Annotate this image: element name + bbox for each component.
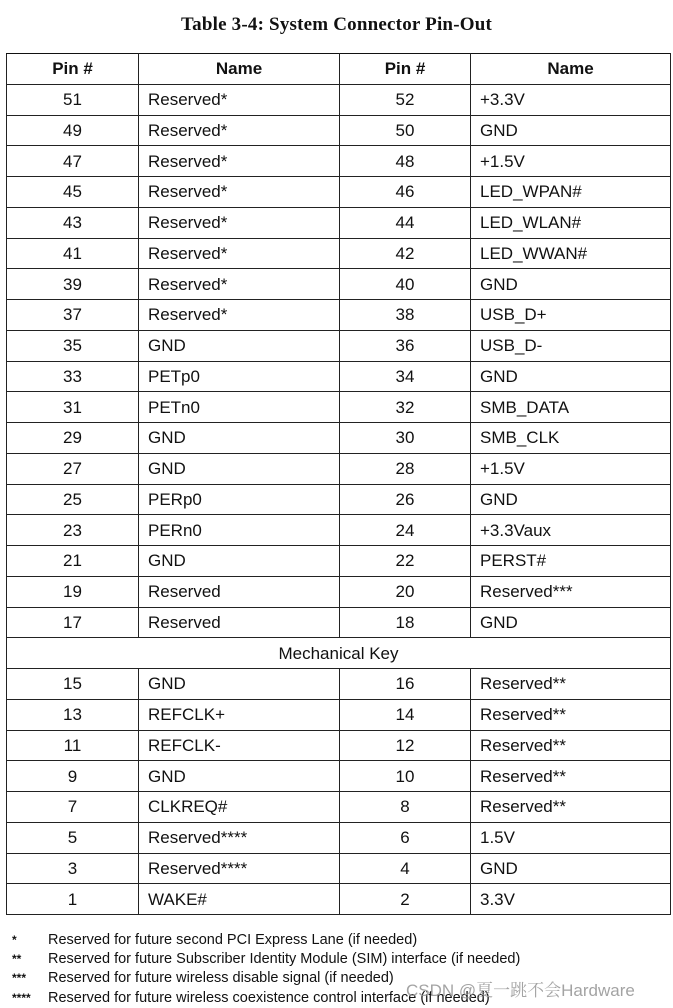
pin-number-right: 10 [340,761,471,792]
pin-number-right: 40 [340,269,471,300]
signal-name-right: +3.3V [471,84,671,115]
signal-name-left: GND [139,330,340,361]
table-row [7,792,671,823]
pin-number-left: 43 [7,207,139,238]
signal-name-left: GND [139,453,340,484]
pin-number-right: 48 [340,146,471,177]
table-row [7,484,671,515]
signal-name-left: REFCLK- [139,730,340,761]
signal-name-left: GND [139,546,340,577]
signal-name-left: PETn0 [139,392,340,423]
pin-number-left: 29 [7,423,139,454]
signal-name-left: Reserved* [139,146,340,177]
signal-name-left: Reserved* [139,269,340,300]
pin-number-left: 1 [7,884,139,915]
pin-number-right: 26 [340,484,471,515]
pin-number-left: 25 [7,484,139,515]
table-row [7,115,671,146]
signal-name-left: Reserved [139,576,340,607]
pin-number-left: 13 [7,699,139,730]
signal-name-left: Reserved* [139,300,340,331]
footnote-marker: * [12,933,17,947]
pin-number-right: 36 [340,330,471,361]
signal-name-right: Reserved** [471,761,671,792]
mechanical-key-row [7,638,671,669]
signal-name-right: LED_WPAN# [471,177,671,208]
pin-number-left: 39 [7,269,139,300]
table-title: Table 3-4: System Connector Pin-Out [181,14,492,35]
signal-name-right: SMB_DATA [471,392,671,423]
pin-number-left: 45 [7,177,139,208]
pin-number-left: 9 [7,761,139,792]
pin-number-right: 8 [340,792,471,823]
watermark: CSDN @夏一跳不会Hardware [406,981,635,1000]
pin-number-right: 52 [340,84,471,115]
signal-name-right: GND [471,361,671,392]
table-row [7,453,671,484]
signal-name-right: USB_D- [471,330,671,361]
signal-name-left: WAKE# [139,884,340,915]
table-row [7,607,671,638]
header-pin-right: Pin # [340,54,471,85]
pin-number-right: 2 [340,884,471,915]
pin-number-right: 6 [340,822,471,853]
table-row [7,238,671,269]
signal-name-right: 1.5V [471,822,671,853]
signal-name-left: Reserved* [139,177,340,208]
table-row [7,300,671,331]
pin-number-left: 47 [7,146,139,177]
table-row [7,177,671,208]
signal-name-left: Reserved**** [139,853,340,884]
signal-name-right: GND [471,853,671,884]
signal-name-right: +1.5V [471,146,671,177]
pin-number-left: 35 [7,330,139,361]
signal-name-left: CLKREQ# [139,792,340,823]
table-row [7,669,671,700]
pin-number-right: 22 [340,546,471,577]
table-row [7,822,671,853]
signal-name-right: Reserved*** [471,576,671,607]
signal-name-right: Reserved** [471,792,671,823]
signal-name-left: GND [139,423,340,454]
pin-number-left: 51 [7,84,139,115]
signal-name-right: +3.3Vaux [471,515,671,546]
table-row [7,515,671,546]
pin-number-right: 12 [340,730,471,761]
signal-name-right: USB_D+ [471,300,671,331]
footnote [12,950,662,969]
table-row [7,84,671,115]
pin-number-right: 24 [340,515,471,546]
pin-number-right: 4 [340,853,471,884]
signal-name-left: Reserved* [139,238,340,269]
signal-name-right: Reserved** [471,730,671,761]
pin-number-right: 14 [340,699,471,730]
signal-name-right: GND [471,607,671,638]
pin-number-left: 49 [7,115,139,146]
pin-number-right: 30 [340,423,471,454]
table-row [7,361,671,392]
header-name-left: Name [139,54,340,85]
table-row [7,146,671,177]
signal-name-left: Reserved [139,607,340,638]
signal-name-right: SMB_CLK [471,423,671,454]
footnote [12,931,662,950]
header-row [7,54,671,85]
signal-name-left: Reserved* [139,115,340,146]
pin-number-right: 20 [340,576,471,607]
footnote-marker: *** [12,971,27,986]
table-row [7,853,671,884]
pin-number-left: 3 [7,853,139,884]
signal-name-right: Reserved** [471,669,671,700]
pin-number-right: 38 [340,300,471,331]
table-body-top [7,84,671,638]
header-name-right: Name [471,54,671,85]
table-row [7,423,671,454]
pin-number-left: 7 [7,792,139,823]
pin-number-left: 15 [7,669,139,700]
signal-name-right: +1.5V [471,453,671,484]
pin-number-right: 18 [340,607,471,638]
footnote-text: Reserved for future second PCI Express Lane (if needed) [48,932,418,948]
table-row [7,576,671,607]
signal-name-right: LED_WWAN# [471,238,671,269]
pin-number-left: 17 [7,607,139,638]
signal-name-right: LED_WLAN# [471,207,671,238]
pin-number-left: 27 [7,453,139,484]
table-row [7,207,671,238]
table-row [7,269,671,300]
table-row [7,330,671,361]
table-body-bottom [7,669,671,915]
signal-name-left: Reserved* [139,207,340,238]
signal-name-right: GND [471,484,671,515]
table-row [7,546,671,577]
pin-number-left: 5 [7,822,139,853]
pin-number-left: 31 [7,392,139,423]
signal-name-left: Reserved* [139,84,340,115]
signal-name-left: GND [139,669,340,700]
pin-number-left: 41 [7,238,139,269]
pin-number-left: 19 [7,576,139,607]
signal-name-left: PETp0 [139,361,340,392]
pin-number-right: 50 [340,115,471,146]
mechanical-key-section [7,638,671,669]
pin-number-left: 21 [7,546,139,577]
table-row [7,884,671,915]
pin-number-left: 11 [7,730,139,761]
footnote-marker: **** [12,990,31,1005]
pin-number-left: 23 [7,515,139,546]
pin-number-right: 34 [340,361,471,392]
pin-number-left: 33 [7,361,139,392]
footnote-text: Reserved for future Subscriber Identity Module (SIM) interface (if needed) [48,951,521,968]
footnote-text: Reserved for future wireless disable signal (if needed) [48,970,394,987]
pinout-table [6,53,671,915]
signal-name-left: REFCLK+ [139,699,340,730]
signal-name-right: Reserved** [471,699,671,730]
pin-number-left: 37 [7,300,139,331]
pin-number-right: 42 [340,238,471,269]
signal-name-left: PERn0 [139,515,340,546]
signal-name-right: GND [471,269,671,300]
table-row [7,730,671,761]
pin-number-right: 32 [340,392,471,423]
header-pin-left: Pin # [7,54,139,85]
mechanical-key-label: Mechanical Key [7,638,671,669]
table-row [7,392,671,423]
signal-name-left: Reserved**** [139,822,340,853]
table-row [7,699,671,730]
signal-name-right: 3.3V [471,884,671,915]
pin-number-right: 44 [340,207,471,238]
signal-name-right: PERST# [471,546,671,577]
footnote-text: Reserved for future wireless coexistence control interface (if needed) [48,989,490,1006]
table-row [7,761,671,792]
signal-name-left: GND [139,761,340,792]
pin-number-right: 46 [340,177,471,208]
signal-name-right: GND [471,115,671,146]
signal-name-left: PERp0 [139,484,340,515]
pin-number-right: 16 [340,669,471,700]
footnote-marker: ** [12,952,22,967]
pin-number-right: 28 [340,453,471,484]
